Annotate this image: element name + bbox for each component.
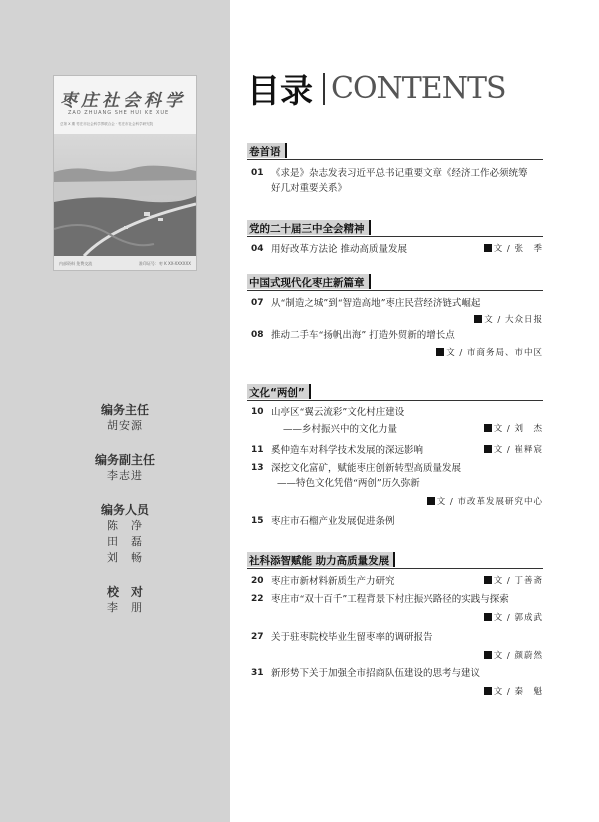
toc-entry[interactable] [247,296,543,328]
section-header [247,143,543,160]
author-marker-icon [484,687,492,695]
page-number: 01 [251,168,264,178]
page-title [247,65,506,110]
editorial-staff [75,402,175,616]
left-sidebar [0,0,230,822]
staff-name: 李志进 [107,469,143,482]
entry-title: 枣庄市石榴产业发展促进条例 [271,516,395,527]
page-number: 20 [251,576,264,586]
toc-entry[interactable] [247,630,543,666]
section-header [247,384,543,401]
toc-entry[interactable] [247,328,543,362]
toc-section [247,384,543,532]
page-number: 13 [251,463,264,473]
entry-title: 《求是》杂志发表习近平总书记重要文章《经济工作必须统筹 [271,168,528,179]
entry-title-line2: 好几对重要关系》 [271,183,348,194]
entry-subtitle: ——乡村振兴中的文化力量 [283,424,398,435]
section-label: 卷首语 [247,143,287,158]
author-marker-icon [484,244,492,252]
toc-entry[interactable] [247,666,543,702]
entry-title: 奚仲造车对科学技术发展的深远影响 [271,445,424,456]
entry-title: 推动二手车“扬帆出海” 打造外贸新的增长点 [271,330,455,341]
section-label: 社科添智赋能 助力高质量发展 [247,552,395,567]
staff-name: 刘 畅 [107,551,143,564]
entry-subtitle: ——特色文化凭借“两创”历久弥新 [277,478,420,489]
toc-entry[interactable] [247,443,543,461]
author-marker-icon [427,497,435,505]
entry-title: 用好改革方法论 推动高质量发展 [271,244,408,255]
toc-section [247,274,543,362]
entry-author: 文 / 大众日报 [474,313,543,328]
magazine-cover-image [53,75,197,271]
author-marker-icon [484,651,492,659]
title-chinese: 目录 [247,71,313,110]
entry-title: 山亭区“翼云流彩”文化村庄建设 [271,407,405,418]
cover-issue-line: 总第 X 期 枣庄市社会科学界联合会 · 枣庄市社会科学研究院 [60,122,154,126]
staff-name: 陈 净 [107,519,143,532]
entry-author: 文 / 市改革发展研究中心 [427,495,543,510]
section-header [247,220,543,237]
section-label: 党的二十届三中全会精神 [247,220,371,235]
section-label: 文化“两创” [247,384,311,399]
section-header [247,552,543,569]
staff-role: 校 对 [106,585,143,599]
toc-entry[interactable] [247,574,543,592]
entry-author: 文 / 崔释宸 [484,443,543,458]
entry-title: 深挖文化富矿，赋能枣庄创新转型高质量发展 [271,463,462,474]
page-number: 15 [251,516,264,526]
page-number: 11 [251,445,264,455]
entry-title: 新形势下关于加强全市招商队伍建设的思考与建议 [271,668,481,679]
cover-footer-right: 准印证号：枣 K XX-XXXXXX [138,261,191,266]
author-marker-icon [436,348,444,356]
page-number: 22 [251,594,264,604]
author-marker-icon [484,576,492,584]
page-number: 08 [251,330,264,340]
title-divider [323,73,325,105]
entry-author: 文 / 丁善斋 [484,574,543,589]
author-marker-icon [484,613,492,621]
entry-author: 文 / 郭成武 [484,611,543,626]
section-label: 中国式现代化枣庄新篇章 [247,274,371,289]
staff-role: 编务副主任 [94,453,155,467]
entry-author: 文 / 刘 杰 [484,422,543,437]
author-marker-icon [474,315,482,323]
page-number: 10 [251,407,264,417]
staff-role: 编务主任 [100,403,149,417]
toc-section [247,143,543,198]
staff-name: 胡安源 [107,419,143,432]
title-english: CONTENTS [331,71,506,106]
toc-section [247,220,543,260]
staff-role: 编务人员 [100,503,149,517]
cover-footer-left: 内部资料 免费交流 [59,261,93,266]
toc-entry[interactable] [247,405,543,443]
toc-entry[interactable] [247,514,543,532]
section-header [247,274,543,291]
entry-title: 枣庄市“双十百千”工程背景下村庄振兴路径的实践与探索 [271,594,509,605]
cover-landscape-photo [54,134,196,256]
toc-entry[interactable] [247,242,543,260]
staff-name: 田 磊 [107,535,143,548]
author-marker-icon [484,445,492,453]
page-number: 31 [251,668,264,678]
entry-author: 文 / 张 季 [484,242,543,257]
entry-title: 关于驻枣院校毕业生留枣率的调研报告 [271,632,433,643]
page-number: 07 [251,298,264,308]
toc-entry[interactable] [247,461,543,514]
cover-subtitle: ZAO ZHUANG SHE HUI KE XUE [68,110,170,116]
cover-title: 枣庄社会科学 [60,91,186,111]
entry-author: 文 / 秦 魁 [484,685,543,700]
staff-name: 李 朋 [107,601,143,614]
entry-title: 从“制造之城”到“智造高地”枣庄民营经济链式崛起 [271,298,481,309]
page-number: 27 [251,632,264,642]
entry-author: 文 / 颜蔚然 [484,649,543,664]
author-marker-icon [484,424,492,432]
entry-author: 文 / 市商务局、市中区 [436,346,543,361]
entry-title: 枣庄市新材料新质生产力研究 [271,576,395,587]
toc-section [247,552,543,702]
toc-entry[interactable] [247,166,543,198]
toc-entry[interactable] [247,592,543,630]
page-number: 04 [251,244,264,254]
